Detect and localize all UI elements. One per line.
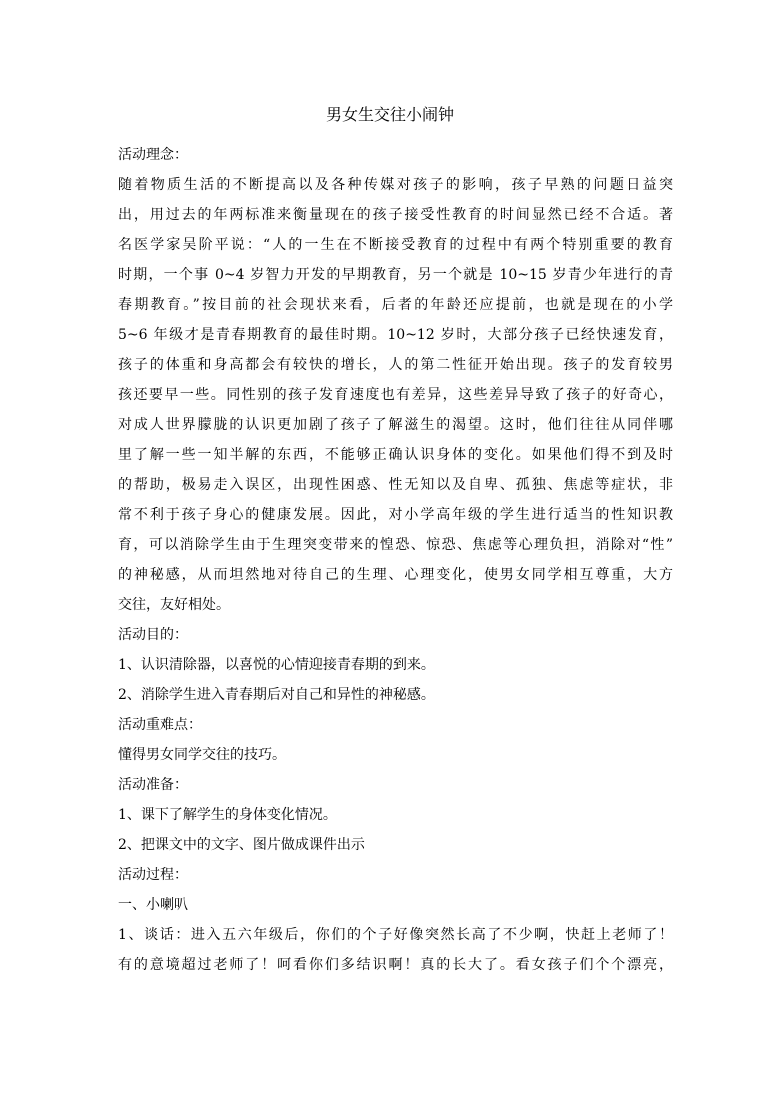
section-heading: 活动过程： <box>118 867 188 883</box>
paragraph-line: 常不利于孩子身心的健康发展。因此，对小学高年级的学生进行适当的性知识教 <box>118 507 673 523</box>
document-body <box>118 140 673 980</box>
paragraph-line: 时期，一个事 0~4 岁智力开发的早期教育，另一个就是 10~15 岁青少年进行的青 <box>118 267 673 283</box>
paragraph-line: 交往，友好相处。 <box>118 597 230 613</box>
paragraph-line: 里了解一些一知半解的东西，不能够正确认识身体的变化。如果他们得不到及时 <box>118 447 673 463</box>
document-title: 男女生交往小闹钟 <box>325 105 454 124</box>
paragraph-line: 的神秘感，从而坦然地对待自己的生理、心理变化，使男女同学相互尊重，大方 <box>118 567 673 583</box>
paragraph-line: 春期教育。”按目前的社会现状来看，后者的年龄还应提前，也就是现在的小学 <box>118 297 673 313</box>
list-item: 1、课下了解学生的身体变化情况。 <box>118 807 337 823</box>
paragraph-line: 1、谈话：进入五六年级后，你们的个子好像突然长高了不少啊，快赶上老师了！ <box>118 927 673 943</box>
section-heading: 活动准备： <box>118 777 188 793</box>
paragraph-line: 的帮助，极易走入误区，出现性困惑、性无知以及自卑、孤独、焦虑等症状，非 <box>118 477 673 493</box>
list-item: 2、把课文中的文字、图片做成课件出示 <box>118 837 365 853</box>
paragraph-line: 名医学家吴阶平说：“人的一生在不断接受教育的过程中有两个特别重要的教育 <box>118 237 673 253</box>
paragraph-line: 出，用过去的年两标准来衡量现在的孩子接受性教育的时间显然已经不合适。著 <box>118 207 673 223</box>
paragraph-line: 5~6 年级才是青春期教育的最佳时期。10~12 岁时，大部分孩子已经快速发育， <box>118 327 673 343</box>
paragraph-line: 随着物质生活的不断提高以及各种传媒对孩子的影响，孩子早熟的问题日益突 <box>118 177 673 193</box>
section-heading: 活动目的： <box>118 627 188 643</box>
paragraph-line: 孩还要早一些。同性别的孩子发育速度也有差异，这些差异导致了孩子的好奇心， <box>118 387 673 403</box>
list-item: 懂得男女同学交往的技巧。 <box>118 747 286 763</box>
paragraph-line: 有的意境超过老师了！呵看你们多结识啊！真的长大了。看女孩子们个个漂亮， <box>118 957 673 973</box>
section-heading: 活动重难点： <box>118 717 202 733</box>
list-item: 2、消除学生进入青春期后对自己和异性的神秘感。 <box>118 687 435 703</box>
paragraph-line: 育，可以消除学生由于生理突变带来的惶恐、惊恐、焦虑等心理负担，消除对“性” <box>118 537 673 553</box>
section-heading: 一、小喇叭 <box>118 897 188 913</box>
paragraph-line: 孩子的体重和身高都会有较快的增长，人的第二性征开始出现。孩子的发育较男 <box>118 357 673 373</box>
section-heading: 活动理念： <box>118 147 188 163</box>
list-item: 1、认识清除器，以喜悦的心情迎接青春期的到来。 <box>118 657 435 673</box>
paragraph-line: 对成人世界朦胧的认识更加剧了孩子了解滋生的渴望。这时，他们往往从同伴哪 <box>118 417 673 433</box>
